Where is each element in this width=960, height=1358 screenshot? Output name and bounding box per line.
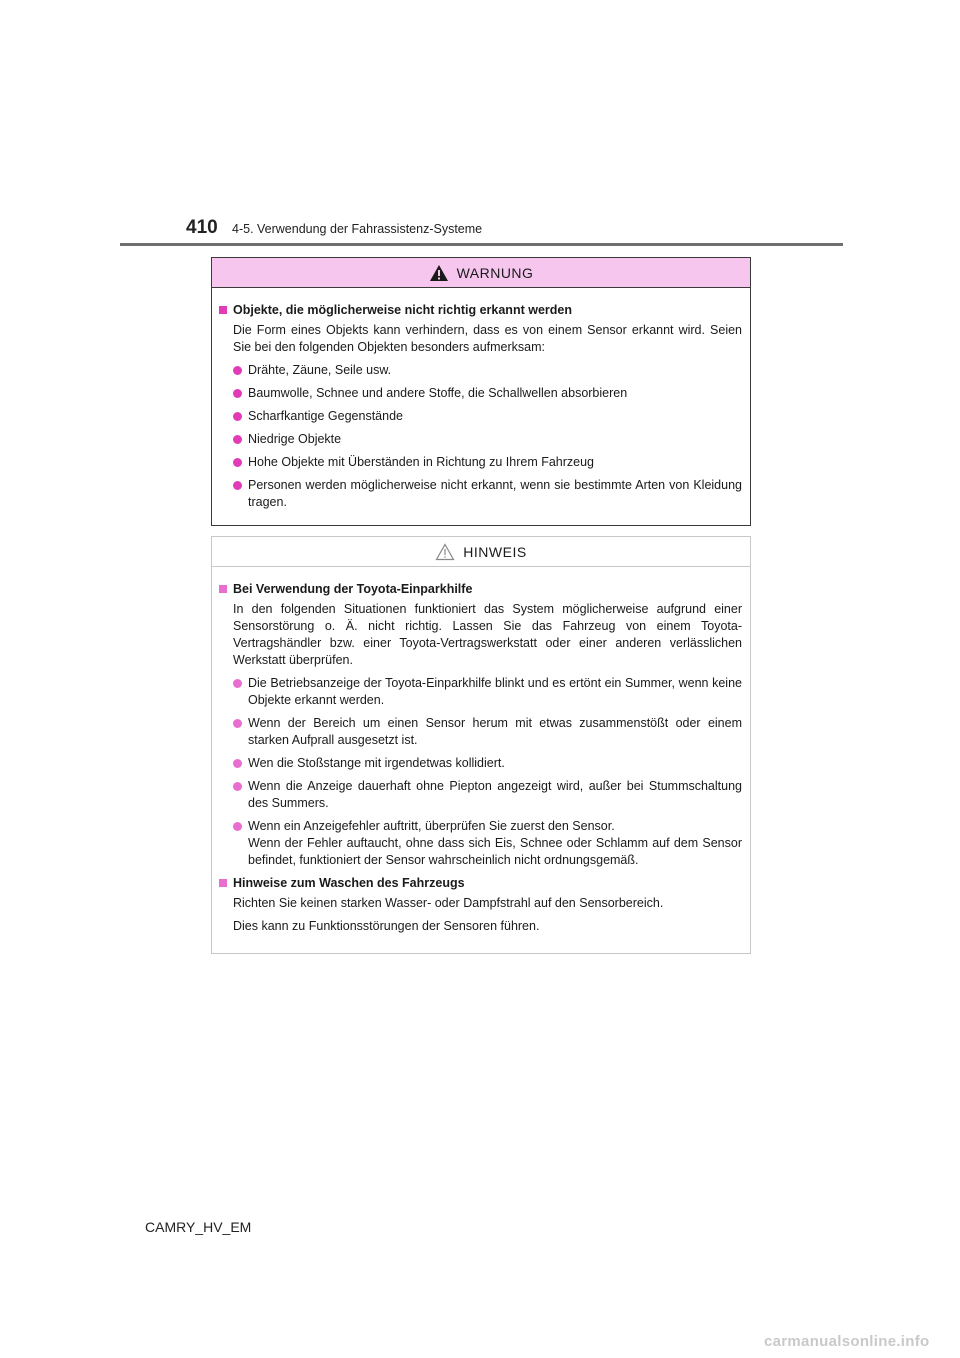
- notice-body: [212, 567, 750, 935]
- bullet-dot-icon: [233, 458, 242, 467]
- list-item-text: Wenn ein Anzeigefehler auftritt, überprüfen Sie zuerst den Sensor. Wenn der Fehler auftaucht, ohne dass sich Eis, Schnee oder Schlamm auf dem Sensor befindet, funktioniert der Sensor wahrscheinlich nicht ordnungsgemäß.: [248, 819, 742, 867]
- page-number: 410: [186, 217, 218, 238]
- section-heading-text: Hinweise zum Waschen des Fahrzeugs: [233, 876, 465, 890]
- bullet-dot-icon: [233, 481, 242, 490]
- list-item: [233, 362, 742, 379]
- caution-triangle-outline-icon: [435, 543, 455, 561]
- warning-title: WARNUNG: [456, 264, 534, 281]
- warning-body: [212, 288, 750, 511]
- list-item: [233, 818, 742, 869]
- list-item-text: Wenn der Bereich um einen Sensor herum mit etwas zusammenstößt oder einem starken Aufprall ausgesetzt ist.: [248, 716, 742, 747]
- list-item: [233, 477, 742, 511]
- list-item: [233, 385, 742, 402]
- section-heading-text: Bei Verwendung der Toyota-Einparkhilfe: [233, 582, 473, 596]
- list-item-text: Wen die Stoßstange mit irgendetwas kollidiert.: [248, 756, 505, 770]
- bullet-dot-icon: [233, 679, 242, 688]
- list-item: [233, 715, 742, 749]
- notice-title: HINWEIS: [463, 543, 527, 560]
- square-bullet-icon: [219, 306, 227, 314]
- list-item: [233, 408, 742, 425]
- bullet-dot-icon: [233, 782, 242, 791]
- section-heading: [219, 581, 742, 598]
- bullet-dot-icon: [233, 366, 242, 375]
- list-item: [233, 675, 742, 709]
- square-bullet-icon: [219, 879, 227, 887]
- warning-box: [211, 257, 751, 526]
- header-rule: [120, 243, 843, 246]
- bullet-dot-icon: [233, 719, 242, 728]
- list-item-text: Die Betriebsanzeige der Toyota-Einparkhilfe blinkt und es ertönt ein Summer, wenn keine Objekte erkannt werden.: [248, 676, 742, 707]
- list-item-text: Baumwolle, Schnee und andere Stoffe, die Schallwellen absorbieren: [248, 386, 628, 400]
- section-title: 4-5. Verwendung der Fahrassistenz-Systeme: [232, 222, 483, 236]
- paragraph: In den folgenden Situationen funktioniert das System möglicherweise aufgrund einer Sensorstörung o. Ä. nicht richtig. Lassen Sie das Fahrzeug von einem Toyota-Vertragshändler bzw. einer Toyota-Vertragswerkstatt oder einer anderen verlässlichen Werkstatt überprüfen.: [233, 602, 742, 667]
- section-heading: [219, 302, 742, 319]
- list-item: [233, 454, 742, 471]
- section-heading: [219, 875, 742, 892]
- bullet-dot-icon: [233, 435, 242, 444]
- warning-triangle-icon: [429, 264, 449, 282]
- list-item: [233, 778, 742, 812]
- list-item-text: Drähte, Zäune, Seile usw.: [248, 363, 392, 377]
- notice-box: [211, 536, 751, 954]
- paragraph: Die Form eines Objekts kann verhindern, dass es von einem Sensor erkannt wird. Seien Sie bei den folgenden Objekten besonders aufmerksam:: [233, 323, 742, 354]
- bullet-dot-icon: [233, 822, 242, 831]
- watermark: carmanualsonline.info: [764, 1333, 930, 1350]
- list-item-text: Personen werden möglicherweise nicht erkannt, wenn sie bestimmte Arten von Kleidung tragen.: [248, 478, 742, 509]
- bullet-dot-icon: [233, 412, 242, 421]
- paragraph: Richten Sie keinen starken Wasser- oder Dampfstrahl auf den Sensorbereich.: [233, 896, 664, 910]
- bullet-dot-icon: [233, 389, 242, 398]
- list-item: [233, 755, 742, 772]
- footer-code: CAMRY_HV_EM: [145, 1219, 252, 1235]
- notice-header: [212, 537, 750, 567]
- section-heading-text: Objekte, die möglicherweise nicht richtig erkannt werden: [233, 303, 572, 317]
- warning-header: [212, 258, 750, 288]
- bullet-dot-icon: [233, 759, 242, 768]
- list-item: [233, 431, 742, 448]
- list-item-text: Hohe Objekte mit Überständen in Richtung zu Ihrem Fahrzeug: [248, 455, 595, 469]
- list-item-text: Scharfkantige Gegenstände: [248, 409, 403, 423]
- square-bullet-icon: [219, 585, 227, 593]
- list-item-text: Wenn die Anzeige dauerhaft ohne Piepton angezeigt wird, außer bei Stummschaltung des Summers.: [248, 779, 742, 810]
- list-item-text: Niedrige Objekte: [248, 432, 342, 446]
- paragraph: Dies kann zu Funktionsstörungen der Sensoren führen.: [233, 919, 540, 933]
